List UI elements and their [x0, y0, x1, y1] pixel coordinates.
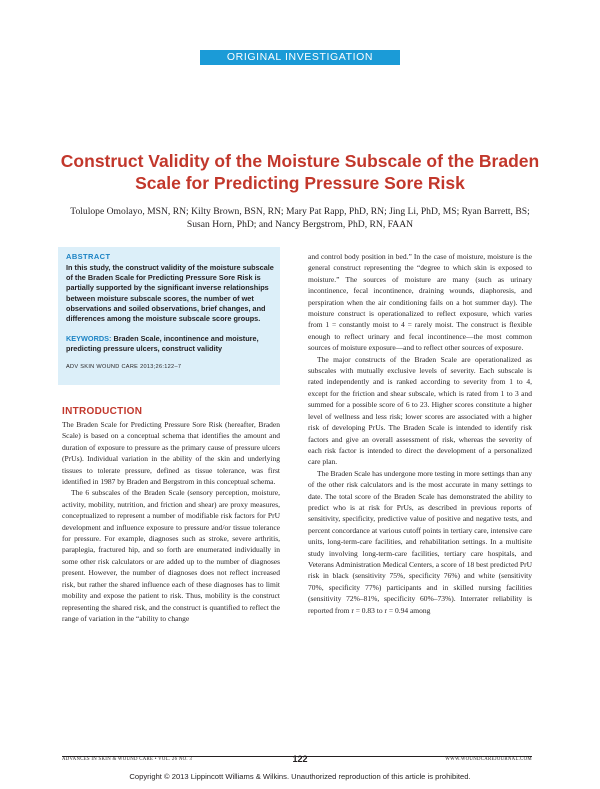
right-column	[308, 251, 532, 753]
section-banner: ORIGINAL INVESTIGATION	[200, 50, 400, 65]
paragraph: and control body position in bed.” In the case of moisture, moisture is the general construct representing the “degree to which skin is exposed to moisture.” The sources of moisture are many (such as urinary incontinence, fecal incontinence, draining wounds, diaphoresis, and perspiration when the air conditioning fails on a hot summer day). The moisture construct is operationalized to reflect exposure, which varies from 1 = constantly moist to 4 = rarely moist. The construct is flexible enough to reflect urinary and fecal incontinence—the most common sources of moisture exposure—and to reflect other sources of exposure.	[308, 252, 532, 353]
article-title: Construct Validity of the Moisture Subscale of the Braden Scale for Predicting Pressure Sore Risk	[60, 151, 540, 193]
paragraph: The major constructs of the Braden Scale are operationalized as subscales with mutually exclusive levels of severity. Each subscale is rated independently and is ranked according to severity from 1 to 4, except for the friction and shear subscale, which is rated from 1 to 3 and summed for a possible score of 6 to 23. Higher scores constitute a higher level of wellness and less risk; lower scores are associated with a higher risk of developing PrUs. The Braden Scale is intended to identify risk factors and give an overall assessment of risk, whereas the severity of each risk factor is intended to direct the development of a personalized care plan.	[308, 354, 532, 467]
author-list: Tolulope Omolayo, MSN, RN; Kilty Brown, BSN, RN; Mary Pat Rapp, PhD, RN; Jing Li, PhD, MS; Ryan Barrett, BS; Susan Horn, PhD; and Nancy Bergstrom, PhD, RN, FAAN	[70, 206, 530, 230]
keywords-label: KEYWORDS:	[66, 334, 112, 343]
website-footer: WWW.WOUNDCAREJOURNAL.COM	[445, 757, 532, 762]
abstract-text: In this study, the construct validity of the moisture subscale of the Braden Scale for Predicting Pressure Sore Risk is partially supported by the significant inverse relationships between moisture subscale scores, the number of wet observations and soiled observations, brief changes, and differences among the moisture subscale score groups.	[66, 263, 274, 324]
paragraph: The Braden Scale has undergone more testing in more settings than any of the other risk calculators and is the most accurate in many settings to date. The total score of the Braden Scale has demonstrated the ability to predict who is at risk for PrUs, as described in previous reports of sensitivity, specificity, predictive value of positive and negative tests, and percent concordance at various cutoff points in tertiary care, intensive care units, long-term-care facilities, and rehabilitation settings. In a multisite study involving long-term-care facilities, tertiary care hospitals, and Veterans Administration Medical Centers, a score of 18 best predicted PrU risk in black (sensitivity 75%, specificity 76%) and white (sensitivity 70%, specificity 77%) participants and in skilled nursing facilities (sensitivity 72%–81%, specificity 60%–73%). Interrater reliability is reported from r = 0.83 to r = 0.94 among	[308, 468, 532, 615]
keywords	[66, 334, 278, 354]
paragraph: The 6 subscales of the Braden Scale (sensory perception, moisture, activity, mobility, nutrition, and friction and shear) are proxy measures, conceptualized to represent a number of modifiable risk factors for PrU development and influence exposure to pressure and/or tissue tolerance for pressure. For example, diagnoses such as stroke, severe arthritis, paraplegia, fractured hip, and so forth are enumerated individually in some other risk calculators or are added up to the number of diagnoses present. However, the number of diagnoses does not reflect increased risk, but rather the shared influence each of these diagnoses has to limit mobility and expose the patient to risk. Thus, mobility is the construct representing the shared risk, and the construct is quantified to reflect the range of variation in the “ability to change	[62, 488, 280, 623]
abstract-heading: ABSTRACT	[66, 252, 111, 261]
left-column	[62, 419, 280, 753]
keywords-text: Braden Scale, incontinence and moisture, predicting pressure ulcers, construct validity	[66, 334, 259, 354]
citation: ADV SKIN WOUND CARE 2013;26:122–7	[66, 364, 182, 370]
journal-footer: ADVANCES IN SKIN & WOUND CARE • VOL. 26 NO. 3	[62, 757, 193, 762]
introduction-heading: INTRODUCTION	[62, 406, 143, 417]
page-number: 122	[292, 754, 308, 764]
copyright-notice: Copyright © 2013 Lippincott Williams & Wilkins. Unauthorized reproduction of this article is prohibited.	[129, 772, 471, 781]
paragraph: The Braden Scale for Predicting Pressure Sore Risk (hereafter, Braden Scale) is based on a conceptual schema that identifies the amount and duration of exposure to pressure as the primary cause of pressure ulcers (PrUs). Individual variation in the ability of the skin and underlying tissues to tolerate pressure, defined as tissue tolerance, was first identified in 1987 by Braden and Bergstrom in this conceptual schema.	[62, 420, 280, 487]
